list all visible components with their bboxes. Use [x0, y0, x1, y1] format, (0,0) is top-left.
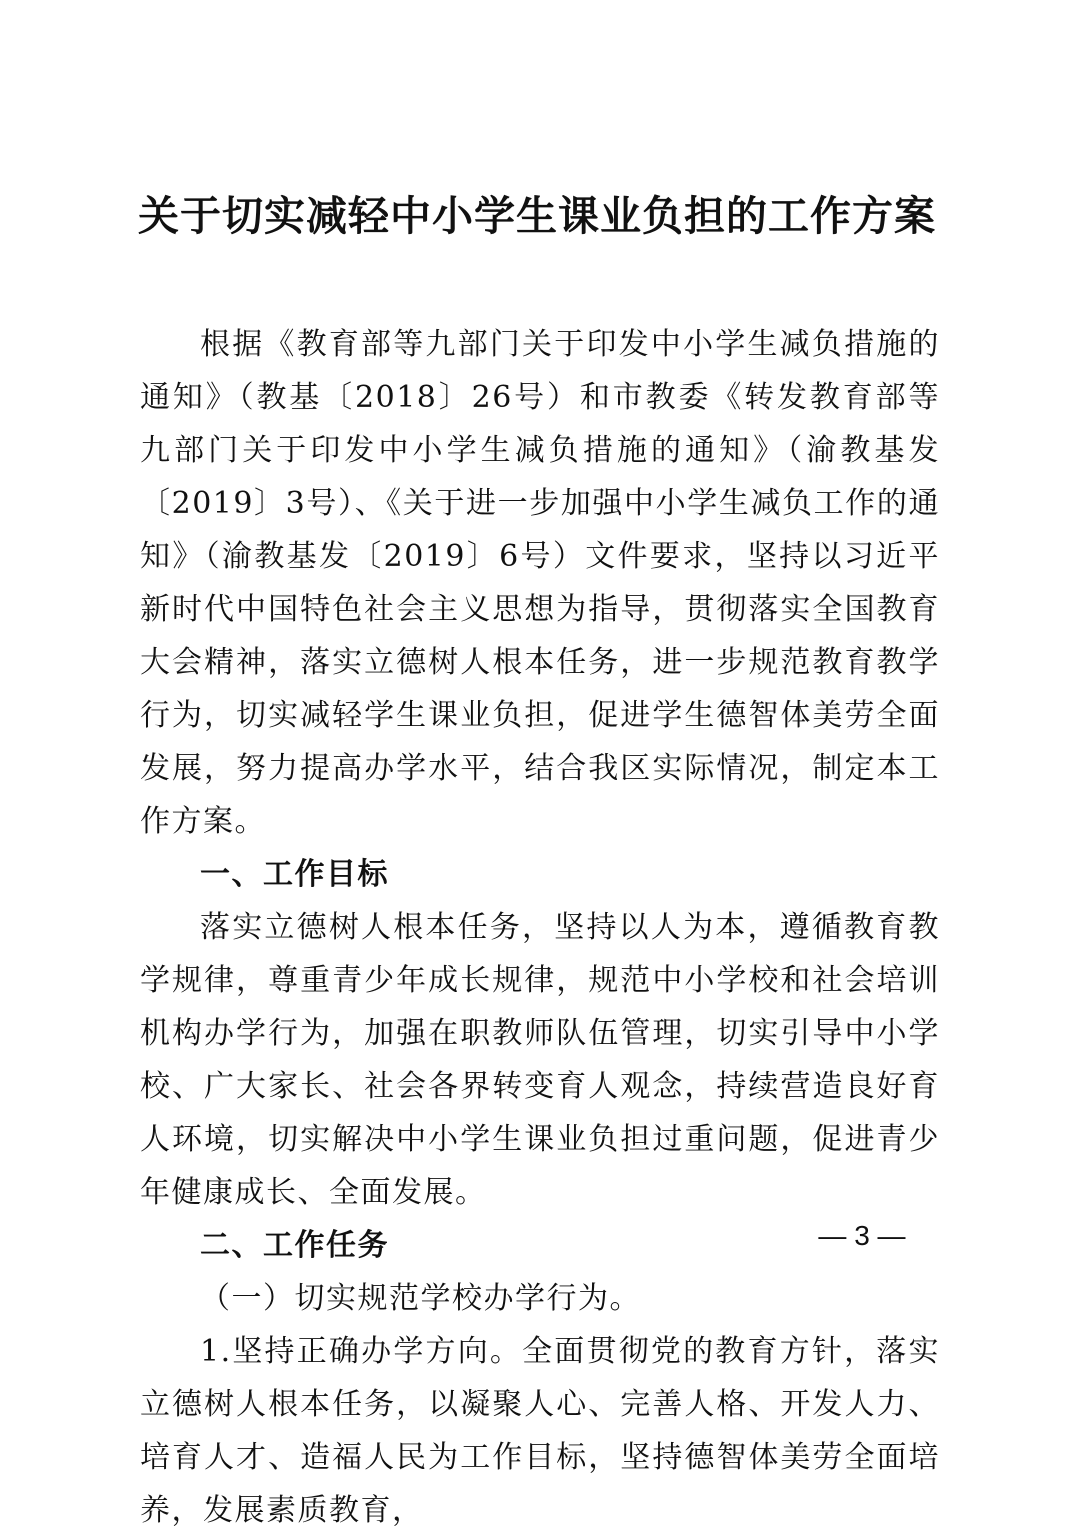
item-1-paragraph: 1.坚持正确办学方向。全面贯彻党的教育方针，落实立德树人根本任务，以凝聚人心、完善人格、开发人力、培育人才、造福人民为工作目标，坚持德智体美劳全面培养，发展素质教育，: [140, 1334, 940, 1528]
intro-paragraph: 根据《教育部等九部门关于印发中小学生减负措施的通知》（教基〔2018〕26号）和市教委《转发教育部等九部门关于印发中小学生减负措施的通知》（渝教基发〔2019〕3号）、《关于进一步加强中小学生减负工作的通知》（渝教基发〔2019〕6号）文件要求，坚持以习近平新时代中国特色社会主义思想为指导，贯彻落实全国教育大会精神，落实立德树人根本任务，进一步规范教育教学行为，切实减轻学生课业负担，促进学生德智体美劳全面发展，努力提高办学水平，结合我区实际情况，制定本工作方案。: [140, 327, 940, 839]
section-heading-tasks: 二、工作任务: [200, 1228, 389, 1263]
page-number: — 3 —: [818, 1220, 906, 1251]
section-heading-goals: 一、工作目标: [200, 857, 389, 892]
document-body: [140, 318, 940, 1537]
document-title: 关于切实减轻中小学生课业负担的工作方案: [138, 192, 936, 240]
subsection-heading-school-conduct: （一）切实规范学校办学行为。: [200, 1281, 641, 1316]
section-goals-paragraph: 落实立德树人根本任务，坚持以人为本，遵循教育教学规律，尊重青少年成长规律，规范中小学校和社会培训机构办学行为，加强在职教师队伍管理，切实引导中小学校、广大家长、社会各界转变育人观念，持续营造良好育人环境，切实解决中小学生课业负担过重问题，促进青少年健康成长、全面发展。: [140, 910, 940, 1210]
